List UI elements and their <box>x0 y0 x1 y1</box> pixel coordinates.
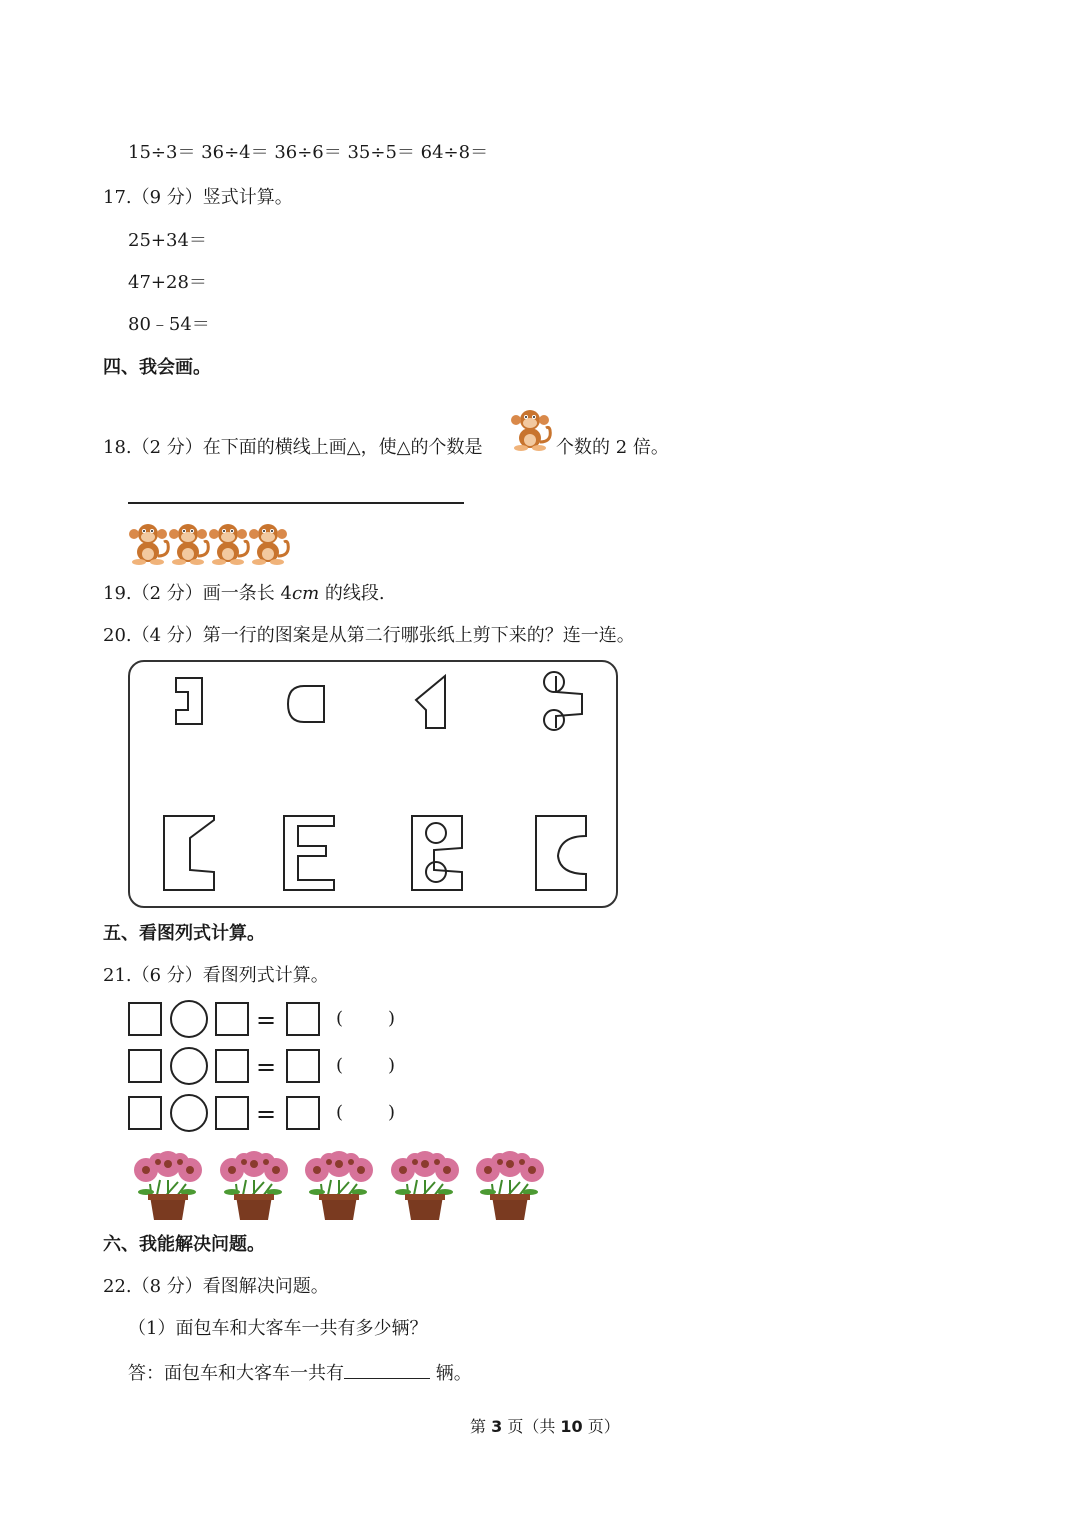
operator-circle[interactable] <box>170 1000 208 1038</box>
q17-item-1: 25+34＝ <box>128 230 207 251</box>
q20-title: 20.（4 分）第一行的图案是从第二行哪张纸上剪下来的？连一连。 <box>103 625 635 646</box>
answer-box[interactable] <box>215 1002 249 1036</box>
monkey-icon <box>506 398 558 456</box>
piece-d-shape <box>288 686 324 722</box>
unit-paren-close: ) <box>388 1102 396 1123</box>
q22-answer: 答：面包车和大客车一共有 辆。 <box>128 1360 472 1386</box>
flower-pot-icon <box>299 1140 381 1222</box>
q21-title: 21.（6 分）看图列式计算。 <box>103 965 329 986</box>
monkey-group <box>124 512 304 570</box>
flower-pot-group <box>128 1140 558 1222</box>
q18-suffix: 个数的 2 倍。 <box>556 437 669 458</box>
paper-1 <box>164 816 214 890</box>
monkey-icon <box>244 512 296 570</box>
q17-item-2: 47+28＝ <box>128 272 207 293</box>
piece-flag <box>416 676 445 728</box>
page-footer: 第 3 页（共 10 页） <box>470 1417 620 1436</box>
answer-box[interactable] <box>128 1096 162 1130</box>
paper-4 <box>536 816 586 890</box>
equation-row-3 <box>0 1094 450 1134</box>
q18-prefix: 18.（2 分）在下面的横线上画△，使△的个数是 <box>103 437 483 458</box>
answer-box[interactable] <box>215 1049 249 1083</box>
equals-sign: = <box>256 1006 277 1034</box>
flower-pot-icon <box>385 1140 467 1222</box>
equation-row-1 <box>0 1000 450 1040</box>
unit-paren-open: ( <box>336 1008 344 1029</box>
answer-box[interactable] <box>215 1096 249 1130</box>
q22-sub1: （1）面包车和大客车一共有多少辆？ <box>128 1318 428 1339</box>
flower-pot-icon <box>128 1140 210 1222</box>
operator-circle[interactable] <box>170 1094 208 1132</box>
page-total: 10 <box>560 1417 583 1436</box>
result-box[interactable] <box>286 1002 320 1036</box>
q16-expressions: 15÷3＝ 36÷4＝ 36÷6＝ 35÷5＝ 64÷8＝ <box>128 142 489 163</box>
piece-circle-bottom <box>544 710 564 730</box>
result-box[interactable] <box>286 1096 320 1130</box>
unit-paren-close: ) <box>388 1055 396 1076</box>
unit-paren-open: ( <box>336 1055 344 1076</box>
q17-item-3: 80﹣54＝ <box>128 314 210 335</box>
flower-pot-icon <box>214 1140 296 1222</box>
piece-circles-outline <box>556 676 582 728</box>
equals-sign: = <box>256 1100 277 1128</box>
section5-title: 五、看图列式计算。 <box>103 923 265 944</box>
page-number: 3 <box>491 1417 503 1436</box>
piece-circle-top <box>544 672 564 692</box>
q22-title: 22.（8 分）看图解决问题。 <box>103 1276 329 1297</box>
paper-2 <box>284 816 334 890</box>
q17-title: 17.（9 分）竖式计算。 <box>103 187 293 208</box>
section6-title: 六、我能解决问题。 <box>103 1234 265 1255</box>
unit-paren-close: ) <box>388 1008 396 1029</box>
paper-3 <box>412 816 462 890</box>
section4-title: 四、我会画。 <box>103 357 211 378</box>
piece-bracket <box>176 678 202 724</box>
result-box[interactable] <box>286 1049 320 1083</box>
q19-text: 19.（2 分）画一条长 4cm 的线段. <box>103 583 385 604</box>
equals-sign: = <box>256 1053 277 1081</box>
operator-circle[interactable] <box>170 1047 208 1085</box>
answer-box[interactable] <box>128 1049 162 1083</box>
drawing-line[interactable] <box>128 502 464 504</box>
unit-paren-open: ( <box>336 1102 344 1123</box>
equation-row-2 <box>0 1047 450 1087</box>
cutout-shapes <box>128 660 618 908</box>
answer-box[interactable] <box>128 1002 162 1036</box>
answer-blank[interactable] <box>344 1360 430 1379</box>
flower-pot-icon <box>470 1140 552 1222</box>
